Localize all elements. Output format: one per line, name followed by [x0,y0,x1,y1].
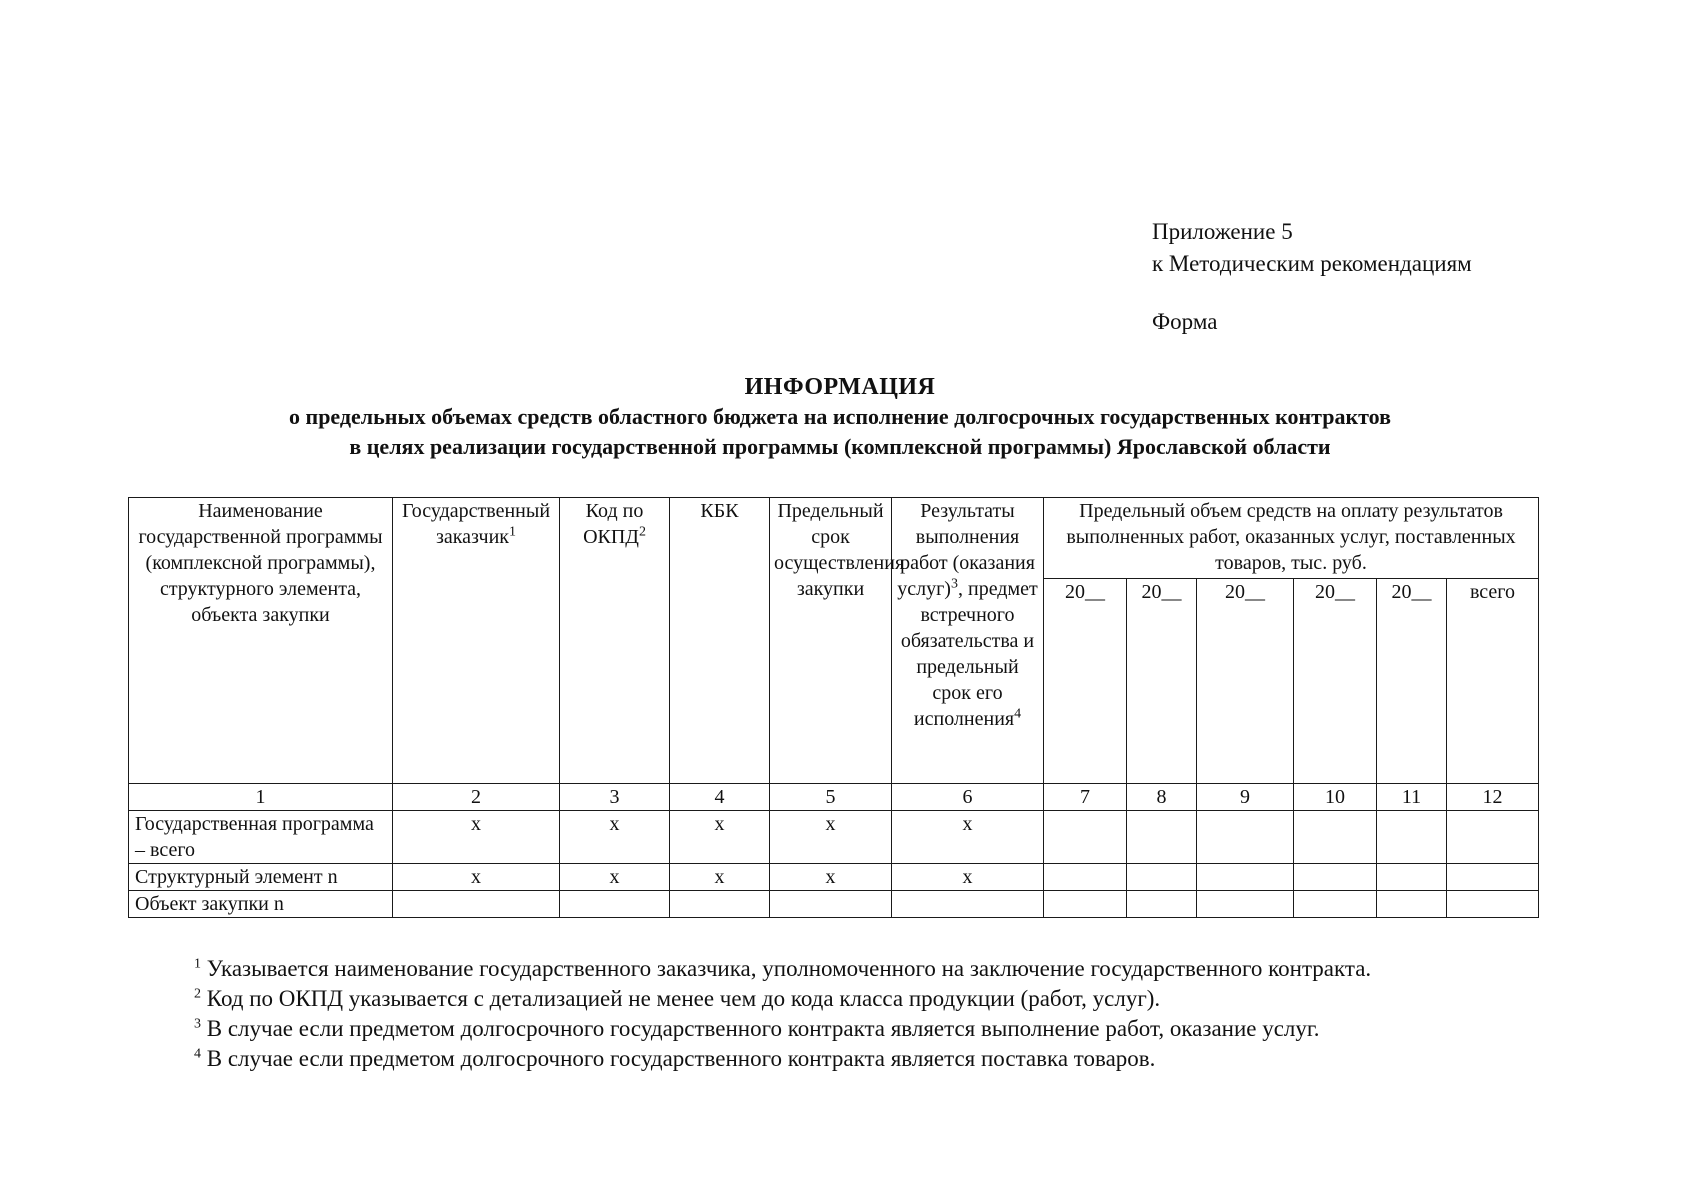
footnote-number: 3 [194,1016,201,1032]
column-number: 7 [1044,784,1127,811]
header-customer: Государственный заказчик$^1$ [393,498,560,784]
column-number: 5 [770,784,892,811]
footnote: $^1$ Указывается наименование государственного заказчика, уполномоченного на заключение государственного контракта. [194,956,1372,981]
table-cell [892,891,1044,918]
title-main: ИНФОРМАЦИЯ [744,374,936,400]
form-label: Форма [1152,309,1218,334]
table-cell: х [770,864,892,891]
table-cell: х [892,864,1044,891]
row-label: Объект закупки n [129,891,393,918]
header-year: 20__ [1294,579,1377,784]
table-cell [560,891,670,918]
limits-table [128,497,1539,918]
header-year: 20__ [1127,579,1197,784]
table-cell-empty [1197,811,1294,864]
header-name: Наименование государственной программы (комплексной программы), структурного элемента, объекта закупки [129,498,393,784]
table-cell-empty [1294,811,1377,864]
title-line-2: о предельных объемах средств областного бюджета на исполнение долгосрочных государственных контрактов [289,404,1391,429]
column-number: 8 [1127,784,1197,811]
header-kbk: КБК [670,498,770,784]
table-row-program [129,811,1539,864]
column-number: 11 [1377,784,1447,811]
table-row-structural-element [129,864,1539,891]
table-cell: х [670,864,770,891]
table-cell-empty [1127,891,1197,918]
header-funding-group: Предельный объем средств на оплату результатов выполненных работ, оказанных услуг, поставленных товаров, тыс. руб. [1044,498,1539,579]
footnote-ref: 3 [950,576,958,592]
row-label: Государственная программа – всего [129,811,393,864]
table-cell [770,891,892,918]
table-cell: х [770,811,892,864]
table-cell [670,891,770,918]
footnote: $^3$ В случае если предметом долгосрочного государственного контракта является выполнение работ, оказание услуг. [194,1016,1320,1041]
table-cell-empty [1447,891,1539,918]
column-number: 4 [670,784,770,811]
table-cell-empty [1294,891,1377,918]
column-number: 6 [892,784,1044,811]
column-number: 2 [393,784,560,811]
footnote-number: 1 [194,956,201,972]
table-cell-empty [1127,811,1197,864]
header-okpd: Код по ОКПД$^2$ [560,498,670,784]
header-deadline: Предельный срок осуществления закупки [770,498,892,784]
footnotes [124,954,1544,1074]
footnote: $^4$ В случае если предметом долгосрочного государственного контракта является поставка товаров. [194,1046,1156,1071]
table-cell-empty [1294,864,1377,891]
header-row-1 [129,498,1539,579]
footnote-number: 4 [194,1046,201,1062]
table-cell-empty [1044,811,1127,864]
header-year: 20__ [1044,579,1127,784]
table-cell-empty [1447,811,1539,864]
table-cell: х [670,811,770,864]
footnote-ref: 4 [1014,706,1022,722]
column-number: 3 [560,784,670,811]
header-year: 20__ [1377,579,1447,784]
header-year: 20__ [1197,579,1294,784]
annex-header [1152,216,1472,338]
table-cell: х [892,811,1044,864]
table-cell-empty [1197,891,1294,918]
table-row-procurement-object [129,891,1539,918]
table-cell: х [560,811,670,864]
table-cell-empty [1127,864,1197,891]
table-cell-empty [1377,864,1447,891]
footnote-number: 2 [194,986,201,1002]
table-cell-empty [1197,864,1294,891]
row-label: Структурный элемент n [129,864,393,891]
table-cell: х [560,864,670,891]
footnote-ref: 1 [509,524,517,540]
table-cell-empty [1377,811,1447,864]
column-number: 12 [1447,784,1539,811]
footnote: $^2$ Код по ОКПД указывается с детализацией не менее чем до кода класса продукции (работ, услуг). [194,986,1161,1011]
table-cell: х [393,864,560,891]
annex-number: Приложение 5 [1152,219,1293,244]
table-cell-empty [1044,864,1127,891]
document-title [120,372,1560,462]
column-number: 1 [129,784,393,811]
annex-reference: к Методическим рекомендациям [1152,251,1472,276]
column-number: 9 [1197,784,1294,811]
table-cell-empty [1377,891,1447,918]
column-numbers-row [129,784,1539,811]
table-cell-empty [1044,891,1127,918]
title-line-3: в целях реализации государственной программы (комплексной программы) Ярославской области [349,434,1331,459]
table-cell [393,891,560,918]
table-cell-empty [1447,864,1539,891]
column-number: 10 [1294,784,1377,811]
header-results: Результаты выполнения работ (оказания услуг)$^3$, предмет встречного обязательства и предельный срок его исполнения$^4$ [892,498,1044,784]
header-total: всего [1447,579,1539,784]
footnote-ref: 2 [638,524,646,540]
table-cell: х [393,811,560,864]
